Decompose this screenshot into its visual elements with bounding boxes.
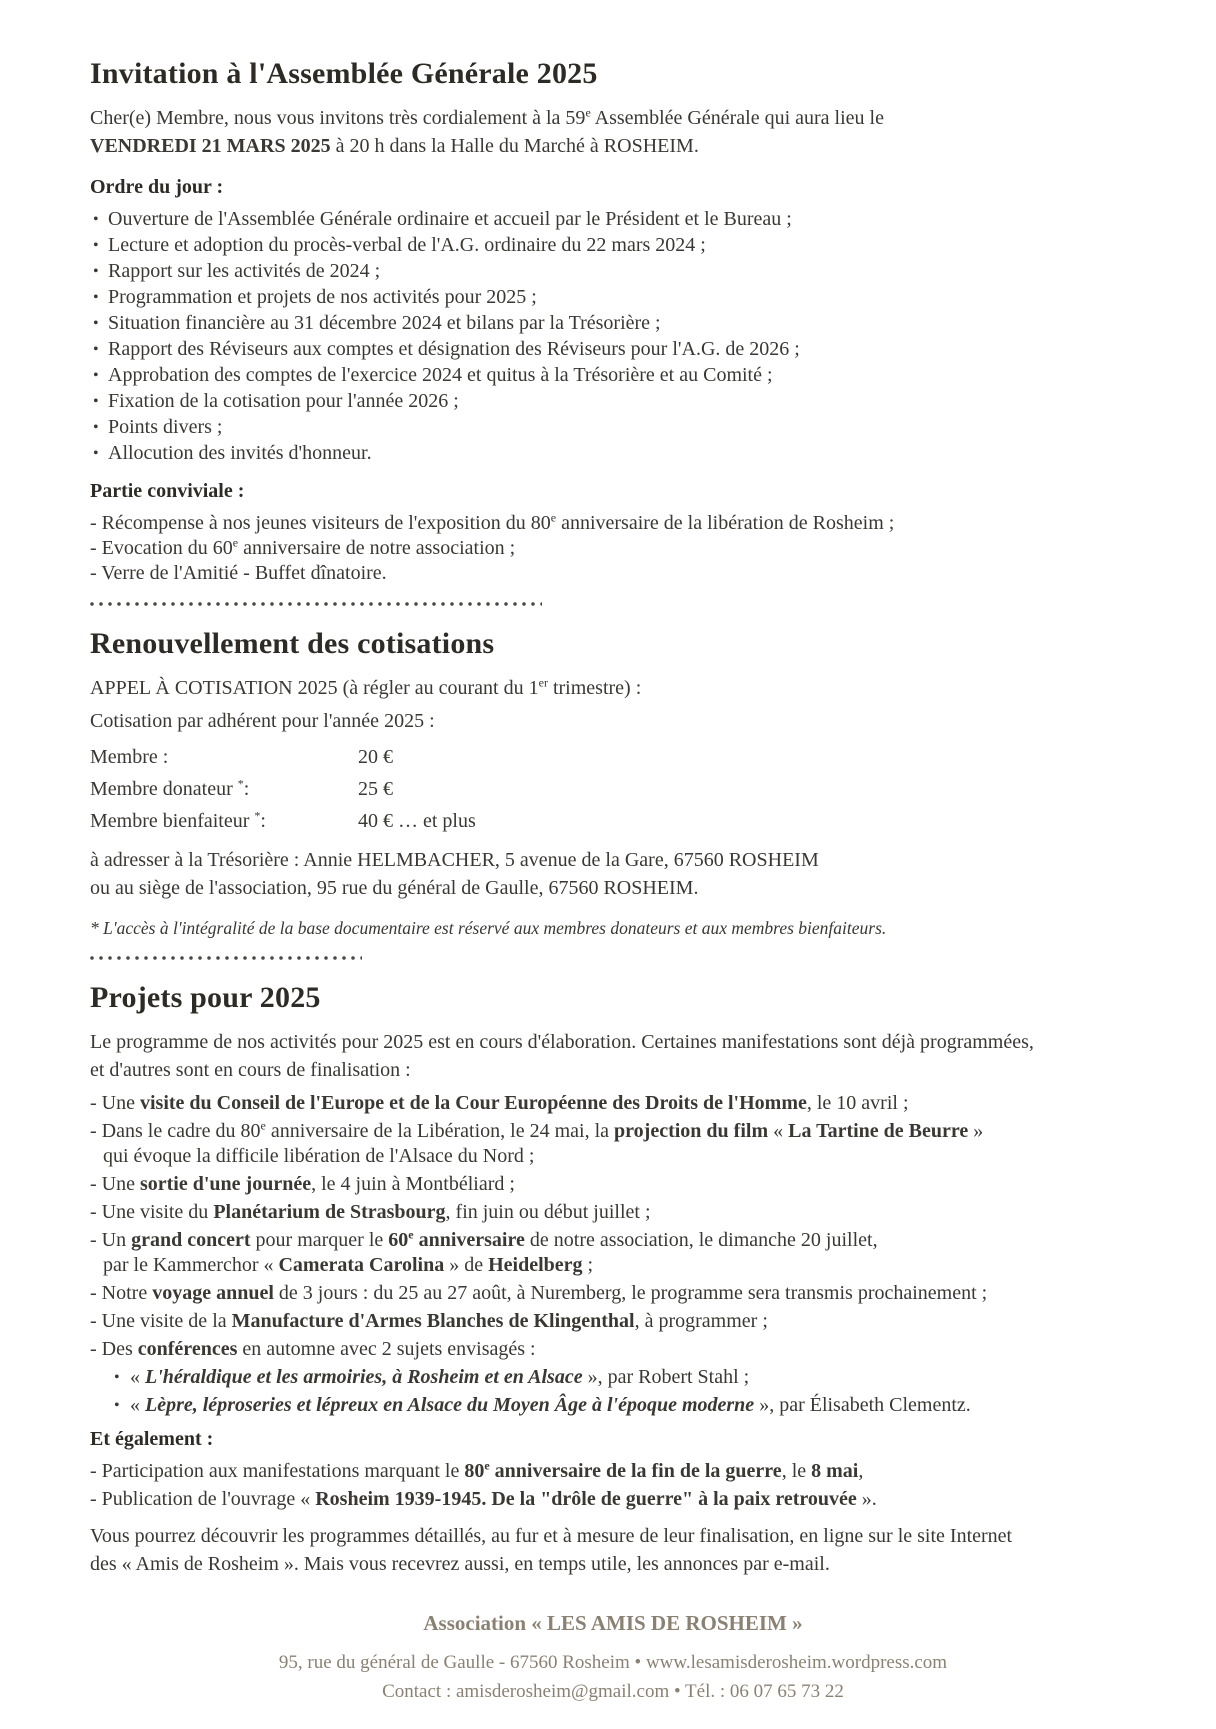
agenda-item: • Fixation de la cotisation pour l'année 2026 ; (90, 389, 1136, 414)
agenda-item: • Situation financière au 31 décembre 2024 et bilans par la Trésorière ; (90, 311, 1136, 336)
address-line: à adresser à la Trésorière : Annie HELMBACHER, 5 avenue de la Gare, 67560 ROSHEIM (90, 849, 819, 871)
footer (90, 1610, 1136, 1706)
et-egalement-list (90, 1459, 1136, 1512)
cotisations-heading: Renouvellement des cotisations (90, 627, 495, 660)
fee-row (90, 808, 1136, 834)
section-projets (90, 980, 1136, 1578)
agenda-label: Ordre du jour : (90, 176, 224, 198)
conviviale-item: - Verre de l'Amitié - Buffet dînatoire. (90, 562, 387, 584)
footer-association-name: Association « LES AMIS DE ROSHEIM » (423, 1611, 803, 1635)
fee-row (90, 744, 1136, 770)
fee-label: Membre : (90, 746, 169, 768)
projets-item: - Un grand concert pour marquer le 60e anniversaire de notre association, le dimanche 20 juillet, par le Kammerchor « Camerata Carolina » de Heidelberg ; (90, 1227, 878, 1276)
projets-item: - Une visite du Planétarium de Strasbourg, fin juin ou début juillet ; (90, 1201, 651, 1223)
agenda-item: • Points divers ; (90, 415, 1136, 440)
agenda-item: • Ouverture de l'Assemblée Générale ordinaire et accueil par le Président et le Bureau ; (90, 207, 1136, 232)
fee-amount: 20 € (358, 746, 393, 768)
projets-item: - Notre voyage annuel de 3 jours : du 25 au 27 août, à Nuremberg, le programme sera transmis prochainement ; (90, 1282, 988, 1304)
footer-contact-line: Contact : amisderosheim@gmail.com • Tél. : 06 07 65 73 22 (382, 1681, 844, 1702)
agenda-item: • Rapport des Réviseurs aux comptes et désignation des Réviseurs pour l'A.G. de 2026 ; (90, 337, 1136, 362)
et-egalement-label: Et également : (90, 1428, 214, 1450)
conference-subitem: • « Lèpre, léproseries et lépreux en Alsace du Moyen Âge à l'époque moderne », par Élisabeth Clementz. (90, 1393, 1136, 1418)
projets-item: - Une visite du Conseil de l'Europe et de la Cour Européenne des Droits de l'Homme, le 10 avril ; (90, 1092, 909, 1114)
conviviale-label: Partie conviviale : (90, 480, 245, 502)
agenda-list (90, 207, 1136, 466)
appel-cotisation-line: APPEL À COTISATION 2025 (à régler au courant du 1er trimestre) : (90, 675, 642, 699)
agenda-item: • Approbation des comptes de l'exercice 2024 et quitus à la Trésorière et au Comité ; (90, 363, 1136, 388)
conviviale-item: - Evocation du 60e anniversaire de notre association ; (90, 535, 516, 559)
section-cotisations (90, 626, 1136, 940)
et-egalement-item: - Participation aux manifestations marquant le 80e anniversaire de la fin de la guerre, le 8 mai, (90, 1458, 864, 1482)
projets-item: - Dans le cadre du 80e anniversaire de la Libération, le 24 mai, la projection du film « La Tartine de Beurre » qui évoque la difficile libération de l'Alsace du Nord ; (90, 1118, 984, 1167)
fee-label: Membre donateur *: (90, 776, 250, 800)
footer-address-line: 95, rue du général de Gaulle - 67560 Rosheim • www.lesamisderosheim.wordpress.com (278, 1652, 948, 1673)
cotisation-intro: Cotisation par adhérent pour l'année 2025 : (90, 710, 435, 732)
projets-item: - Une sortie d'une journée, le 4 juin à Montbéliard ; (90, 1173, 515, 1195)
conviviale-list (90, 511, 1136, 586)
agenda-item: • Programmation et projets de nos activités pour 2025 ; (90, 285, 1136, 310)
footnote: * L'accès à l'intégralité de la base documentaire est réservé aux membres donateurs et aux membres bienfaiteurs. (90, 918, 887, 938)
dotted-separator (90, 956, 362, 960)
fee-amount: 25 € (358, 778, 393, 800)
et-egalement-item: - Publication de l'ouvrage « Rosheim 1939-1945. De la "drôle de guerre" à la paix retrouvée ». (90, 1488, 877, 1510)
treasurer-address (90, 846, 1136, 902)
address-line: ou au siège de l'association, 95 rue du général de Gaulle, 67560 ROSHEIM. (90, 877, 699, 899)
projets-list (90, 1091, 1136, 1418)
projets-heading: Projets pour 2025 (90, 981, 321, 1014)
projets-item: - Une visite de la Manufacture d'Armes Blanches de Klingenthal, à programmer ; (90, 1310, 768, 1332)
fee-table (90, 744, 1136, 834)
closing-paragraph: Vous pourrez découvrir les programmes détaillés, au fur et à mesure de leur finalisation, en ligne sur le site Internet des « Amis de Rosheim ». Mais vous recevrez aussi, en temps utile, les annonces par e-mail. (90, 1525, 1013, 1575)
fee-amount: 40 € … et plus (358, 810, 476, 832)
invitation-intro: Cher(e) Membre, nous vous invitons très cordialement à la 59e Assemblée Générale qui aura lieu le VENDREDI 21 MARS 2025 à 20 h dans la Halle du Marché à ROSHEIM. (90, 105, 884, 157)
projets-item: - Des conférences en automne avec 2 sujets envisagés : (90, 1338, 536, 1360)
dotted-separator (90, 602, 542, 606)
section-invitation (90, 56, 1136, 586)
agenda-item: • Allocution des invités d'honneur. (90, 441, 1136, 466)
conference-subitem: • « L'héraldique et les armoiries, à Rosheim et en Alsace », par Robert Stahl ; (90, 1365, 1136, 1390)
agenda-item: • Rapport sur les activités de 2024 ; (90, 259, 1136, 284)
projets-intro: Le programme de nos activités pour 2025 est en cours d'élaboration. Certaines manifestations sont déjà programmées, et d'autres sont en cours de finalisation : (90, 1031, 1034, 1081)
fee-row (90, 776, 1136, 802)
invitation-heading: Invitation à l'Assemblée Générale 2025 (90, 57, 598, 90)
agenda-item: • Lecture et adoption du procès-verbal de l'A.G. ordinaire du 22 mars 2024 ; (90, 233, 1136, 258)
fee-label: Membre bienfaiteur *: (90, 808, 266, 832)
conviviale-item: - Récompense à nos jeunes visiteurs de l'exposition du 80e anniversaire de la libération de Rosheim ; (90, 510, 895, 534)
